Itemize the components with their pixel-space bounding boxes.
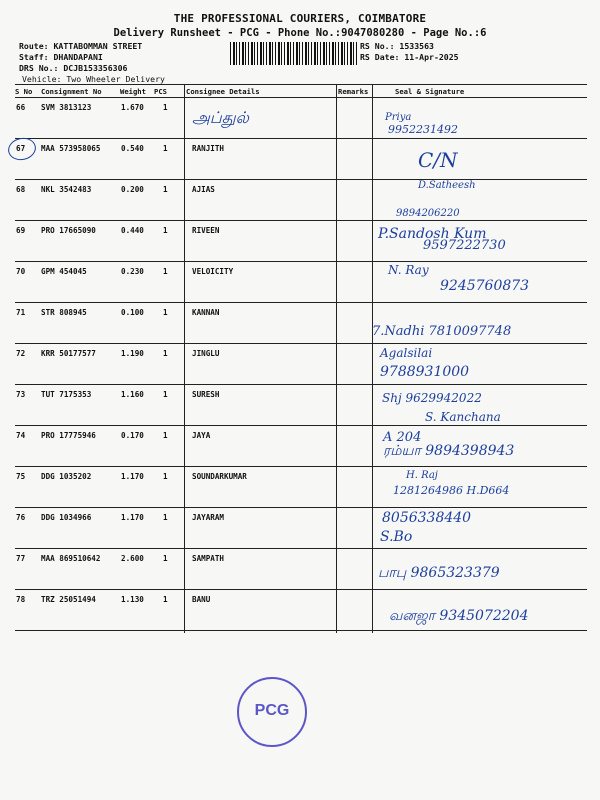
pcs-cell: 1 xyxy=(163,554,168,563)
weight-cell: 0.170 xyxy=(121,431,144,440)
pcs-cell: 1 xyxy=(163,267,168,276)
weight-cell: 0.230 xyxy=(121,267,144,276)
weight-cell: 0.200 xyxy=(121,185,144,194)
consignee-cell: RIVEEN xyxy=(192,226,220,235)
consignment-cell: DDG 1034966 xyxy=(41,513,92,522)
sno-cell: 78 xyxy=(16,595,26,604)
weight-cell: 1.170 xyxy=(121,513,144,522)
pcs-cell: 1 xyxy=(163,431,168,440)
route-text: Route: KATTABOMMAN STREET xyxy=(19,41,143,51)
pcs-cell: 1 xyxy=(163,185,168,194)
pcg-stamp xyxy=(237,677,307,747)
table-row xyxy=(0,221,600,261)
consignee-cell: BANU xyxy=(192,595,211,604)
handwritten-signature: ரம்யா 9894398943 xyxy=(383,443,515,459)
handwritten-signature: 7.Nadhi 7810097748 xyxy=(372,324,512,339)
consignment-cell: MAA 869510642 xyxy=(41,554,101,563)
weight-cell: 0.100 xyxy=(121,308,144,317)
weight-cell: 2.600 xyxy=(121,554,144,563)
handwritten-signature: 9952231492 xyxy=(388,123,458,136)
handwritten-signature: S.Bo xyxy=(380,529,413,545)
consignee-cell: RANJITH xyxy=(192,144,225,153)
col-remarks-header: Remarks xyxy=(338,87,369,96)
sno-cell: 76 xyxy=(16,513,26,522)
sno-cell: 72 xyxy=(16,349,26,358)
vehicle-text: Vehicle: Two Wheeler Delivery xyxy=(22,74,165,84)
handwritten-signature: H. Raj xyxy=(406,470,438,481)
rs-no-text: RS No.: 1533563 xyxy=(360,41,434,51)
consignment-cell: PRO 17775946 xyxy=(41,431,96,440)
handwritten-signature: 9894206220 xyxy=(396,208,460,219)
handwritten-signature: வனஜா 9345072204 xyxy=(389,608,529,624)
sno-cell: 73 xyxy=(16,390,26,399)
sno-cell: 70 xyxy=(16,267,26,276)
consignment-cell: PRO 17665090 xyxy=(41,226,96,235)
rs-info xyxy=(360,41,459,63)
table-row xyxy=(0,508,600,548)
sno-cell: 69 xyxy=(16,226,26,235)
handwritten-signature: S. Kanchana xyxy=(425,410,501,424)
pcs-cell: 1 xyxy=(163,595,168,604)
consignee-cell: AJIAS xyxy=(192,185,215,194)
weight-cell: 1.190 xyxy=(121,349,144,358)
handwritten-signature: 9245760873 xyxy=(440,278,530,294)
table-row xyxy=(0,467,600,507)
runsheet-subtitle: Delivery Runsheet - PCG - Phone No.:9047080280 - Page No.:6 xyxy=(113,27,487,39)
col-consignment-header: Consignment No xyxy=(41,87,102,96)
consignee-cell: JAYARAM xyxy=(192,513,225,522)
drs-text: DRS No.: DCJB153356306 xyxy=(19,63,128,73)
weight-cell: 0.540 xyxy=(121,144,144,153)
col-signature-header: Seal & Signature xyxy=(395,87,465,96)
pcs-cell: 1 xyxy=(163,349,168,358)
runsheet-title: THE PROFESSIONAL COURIERS, COIMBATORE xyxy=(173,12,427,25)
table-row xyxy=(0,385,600,425)
rs-date-text: RS Date: 11-Apr-2025 xyxy=(360,52,459,62)
handwritten-signature: 9788931000 xyxy=(380,364,470,380)
handwritten-signature: N. Ray xyxy=(388,263,429,277)
sno-cell: 74 xyxy=(16,431,26,440)
weight-cell: 1.170 xyxy=(121,472,144,481)
handwritten-signature: 8056338440 xyxy=(382,510,472,526)
col-weight-header: Weight xyxy=(120,87,146,96)
consignee-cell: SAMPATH xyxy=(192,554,225,563)
consignment-cell: DDG 1035202 xyxy=(41,472,92,481)
handwritten-consignee: அப்துல் xyxy=(192,108,249,127)
table-row xyxy=(0,344,600,384)
handwritten-signature: Shj 9629942022 xyxy=(382,391,482,405)
row-divider xyxy=(15,630,587,631)
col-pcs-header: PCS xyxy=(154,87,167,96)
weight-cell: 0.440 xyxy=(121,226,144,235)
consignee-cell: VELOICITY xyxy=(192,267,234,276)
route-info xyxy=(19,41,142,74)
sno-cell: 66 xyxy=(16,103,26,112)
col-consignee-header: Consignee Details xyxy=(186,87,260,96)
handwritten-signature: P.Sandosh Kum xyxy=(378,226,487,242)
pcs-cell: 1 xyxy=(163,226,168,235)
col-sno-header: S No xyxy=(15,87,33,96)
staff-text: Staff: DHANDAPANI xyxy=(19,52,103,62)
handwritten-signature: 9597222730 xyxy=(423,238,506,253)
consignment-cell: TRZ 25051494 xyxy=(41,595,96,604)
weight-cell: 1.130 xyxy=(121,595,144,604)
pcs-cell: 1 xyxy=(163,513,168,522)
handwritten-signature: D.Satheesh xyxy=(418,180,476,191)
pcs-cell: 1 xyxy=(163,103,168,112)
handwritten-signature: Priya xyxy=(385,112,412,123)
barcode xyxy=(230,42,358,65)
consignment-cell: GPM 454045 xyxy=(41,267,87,276)
sno-cell: 67 xyxy=(16,144,26,153)
weight-cell: 1.160 xyxy=(121,390,144,399)
handwritten-signature: A 204 xyxy=(383,430,422,445)
sno-cell: 68 xyxy=(16,185,26,194)
consignee-cell: JINGLU xyxy=(192,349,220,358)
pcs-cell: 1 xyxy=(163,144,168,153)
table-row xyxy=(0,139,600,179)
pcs-cell: 1 xyxy=(163,308,168,317)
sno-cell: 75 xyxy=(16,472,26,481)
table-row xyxy=(0,180,600,220)
weight-cell: 1.670 xyxy=(121,103,144,112)
table-row xyxy=(0,549,600,589)
stamp-text: PCG xyxy=(254,702,290,719)
consignment-cell: MAA 573958065 xyxy=(41,144,101,153)
handwritten-signature: பாபு 9865323379 xyxy=(378,565,500,581)
sno-cell: 71 xyxy=(16,308,26,317)
consignee-cell: SOUNDARKUMAR xyxy=(192,472,247,481)
consignment-cell: STR 808945 xyxy=(41,308,87,317)
consignee-cell: SURESH xyxy=(192,390,220,399)
handwritten-signature: C/N xyxy=(418,148,458,172)
consignment-cell: TUT 7175353 xyxy=(41,390,92,399)
consignee-cell: JAYA xyxy=(192,431,211,440)
consignee-cell: KANNAN xyxy=(192,308,220,317)
consignment-cell: NKL 3542483 xyxy=(41,185,92,194)
consignment-cell: KRR 50177577 xyxy=(41,349,96,358)
table-top-border xyxy=(15,84,587,85)
handwritten-signature: Agalsilai xyxy=(380,346,433,360)
pcs-cell: 1 xyxy=(163,390,168,399)
handwritten-signature: 1281264986 H.D664 xyxy=(393,484,510,497)
table-row xyxy=(0,98,600,138)
pcs-cell: 1 xyxy=(163,472,168,481)
sno-cell: 77 xyxy=(16,554,26,563)
consignment-cell: SVM 3813123 xyxy=(41,103,92,112)
